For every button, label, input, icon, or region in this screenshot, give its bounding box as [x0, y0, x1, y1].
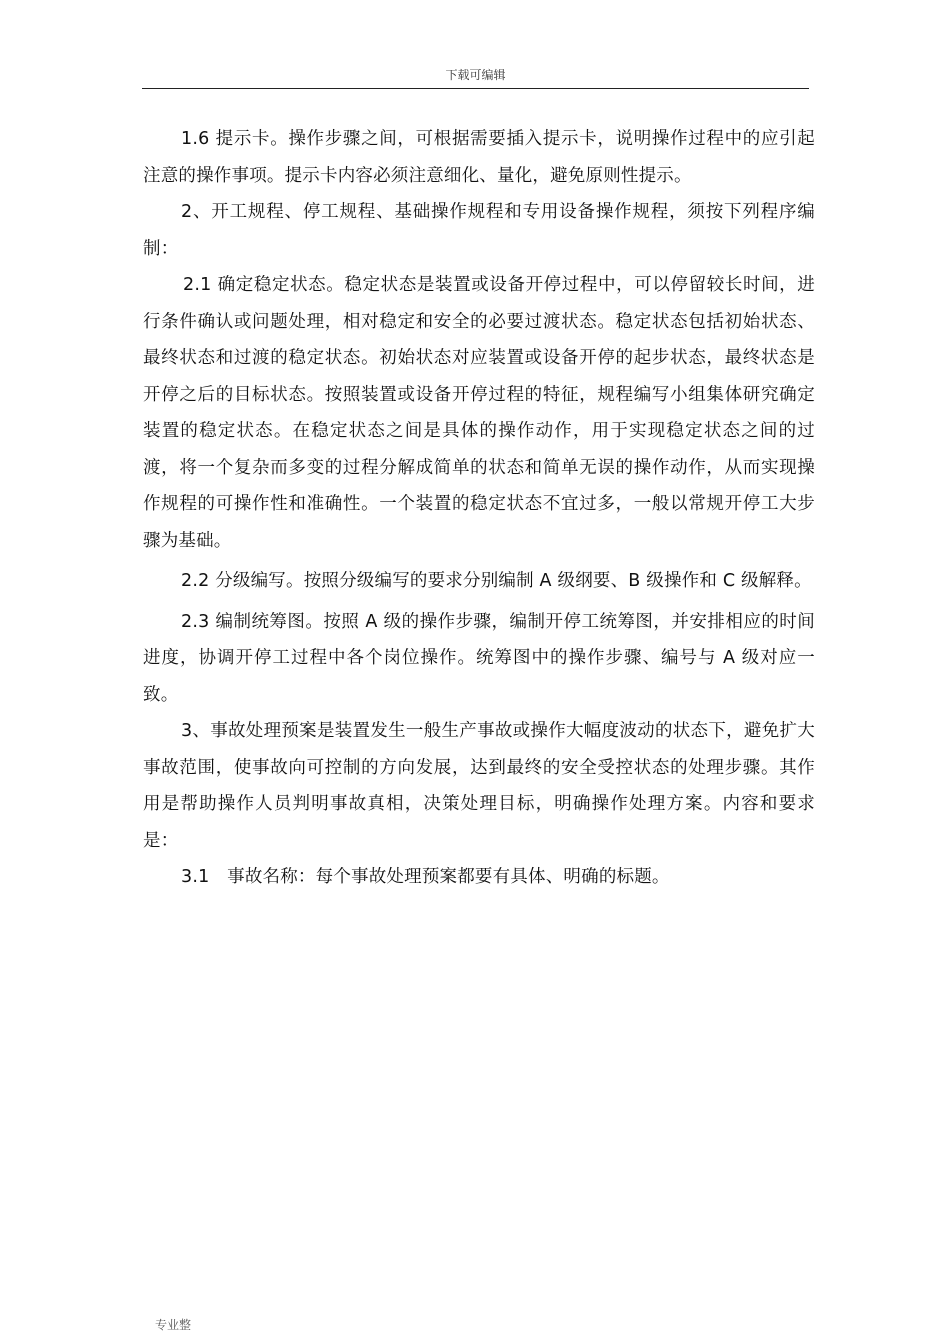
paragraph-2-3-overall-plan-chart: 2.3 编制统筹图。按照 A 级的操作步骤，编制开停工统筹图，并安排相应的时间进度，协调开停工过程中各个岗位操作。统筹图中的操作步骤、编号与 A 级对应一致。: [143, 611, 815, 705]
paragraph-3-1-accident-name: 3.1 事故名称：每个事故处理预案都要有具体、明确的标题。: [181, 867, 670, 887]
page-header: [142, 64, 809, 89]
footer-mark: 专业整: [155, 1318, 192, 1332]
paragraph-2-1-stable-state: 2.1 确定稳定状态。稳定状态是装置或设备开停过程中，可以停留较长时间，进行条件确认或问题处理，相对稳定和安全的必要过渡状态。稳定状态包括初始状态、最终状态和过渡的稳定状态。初始状态对应装置或设备开停的起步状态，最终状态是开停之后的目标状态。按照装置或设备开停过程的特征，规程编写小组集体研究确定装置的稳定状态。在稳定状态之间是具体的操作动作，用于实现稳定状态之间的过渡，将一个复杂而多变的过程分解成简单的状态和简单无误的操作动作，从而实现操作规程的可操作性和准确性。一个装置的稳定状态不宜过多，一般以常规开停工大步骤为基础。: [143, 275, 815, 551]
paragraph-2-procedure-compilation: 2、开工规程、停工规程、基础操作规程和专用设备操作规程，须按下列程序编制：: [143, 202, 815, 259]
paragraph-1-6-prompt-card: 1.6 提示卡。操作步骤之间，可根据需要插入提示卡，说明操作过程中的应引起注意的操作事项。提示卡内容必须注意细化、量化，避免原则性提示。: [143, 129, 815, 186]
paragraph-2-2-graded-writing: 2.2 分级编写。按照分级编写的要求分别编制 A 级纲要、B 级操作和 C 级解释。: [181, 571, 812, 591]
header-title: 下载可编辑: [445, 68, 506, 82]
document-body: [143, 121, 815, 896]
paragraph-3-accident-plan: 3、事故处理预案是装置发生一般生产事故或操作大幅度波动的状态下，避免扩大事故范围，使事故向可控制的方向发展，达到最终的安全受控状态的处理步骤。其作用是帮助操作人员判明事故真相，决策处理目标，明确操作处理方案。内容和要求是：: [143, 721, 815, 851]
